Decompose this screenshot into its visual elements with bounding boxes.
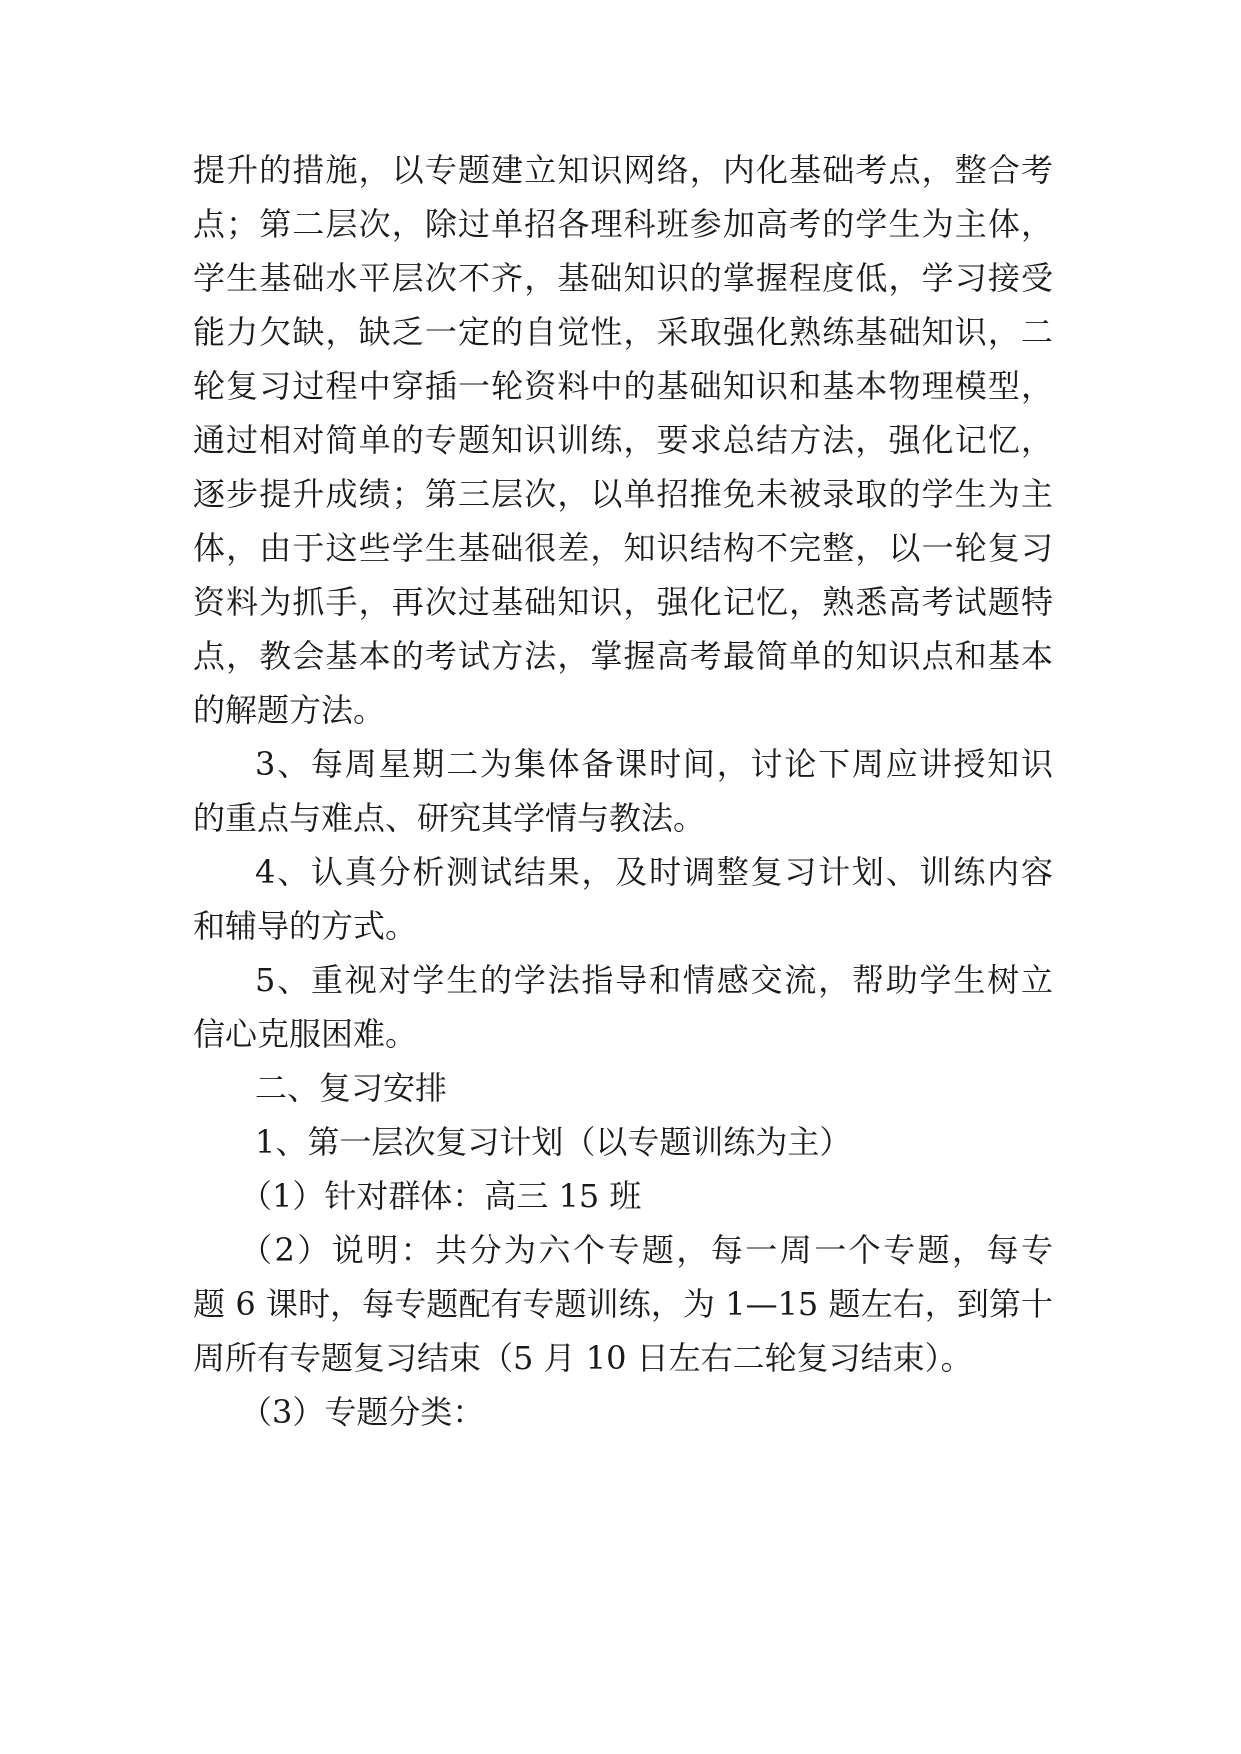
text-line: 点；第二层次，除过单招各理科班参加高考的学生为主体， — [193, 205, 1053, 243]
text-line: 的解题方法。 — [193, 691, 386, 729]
list-item-description: （2）说明：共分为六个专题，每一周一个专题，每专 — [240, 1231, 1053, 1269]
list-item-classification: （3）专题分类： — [240, 1393, 485, 1431]
text-line: 题 6 课时，每专题配有专题训练，为 1—15 题左右，到第十 — [193, 1285, 1053, 1323]
text-line: 通过相对简单的专题知识训练，要求总结方法，强化记忆， — [193, 421, 1053, 459]
text-line: 学生基础水平层次不齐，基础知识的掌握程度低，学习接受 — [193, 259, 1053, 297]
section-heading: 二、复习安排 — [255, 1069, 448, 1107]
list-item-3: 3、每周星期二为集体备课时间，讨论下周应讲授知识 — [255, 745, 1053, 783]
text-line: 点，教会基本的考试方法，掌握高考最简单的知识点和基本 — [193, 637, 1053, 675]
text-line: 的重点与难点、研究其学情与教法。 — [193, 799, 706, 837]
list-item-5: 5、重视对学生的学法指导和情感交流，帮助学生树立 — [255, 961, 1053, 999]
text-line: 周所有专题复习结束（5 月 10 日左右二轮复习结束）。 — [193, 1339, 973, 1377]
text-line: 轮复习过程中穿插一轮资料中的基础知识和基本物理模型， — [193, 367, 1053, 405]
text-line: 提升的措施，以专题建立知识网络，内化基础考点，整合考 — [193, 151, 1053, 189]
list-item-4: 4、认真分析测试结果，及时调整复习计划、训练内容 — [255, 853, 1053, 891]
text-line: 能力欠缺，缺乏一定的自觉性，采取强化熟练基础知识，二 — [193, 313, 1053, 351]
text-line: 和辅导的方式。 — [193, 907, 418, 945]
list-item-target-group: （1）针对群体：高三 15 班 — [240, 1177, 642, 1215]
subsection-heading: 1、第一层次复习计划（以专题训练为主） — [255, 1123, 852, 1161]
text-line: 信心克服困难。 — [193, 1015, 418, 1053]
text-line: 资料为抓手，再次过基础知识，强化记忆，熟悉高考试题特 — [193, 583, 1053, 621]
text-line: 逐步提升成绩；第三层次，以单招推免未被录取的学生为主 — [193, 475, 1053, 513]
text-line: 体，由于这些学生基础很差，知识结构不完整，以一轮复习 — [193, 529, 1053, 567]
